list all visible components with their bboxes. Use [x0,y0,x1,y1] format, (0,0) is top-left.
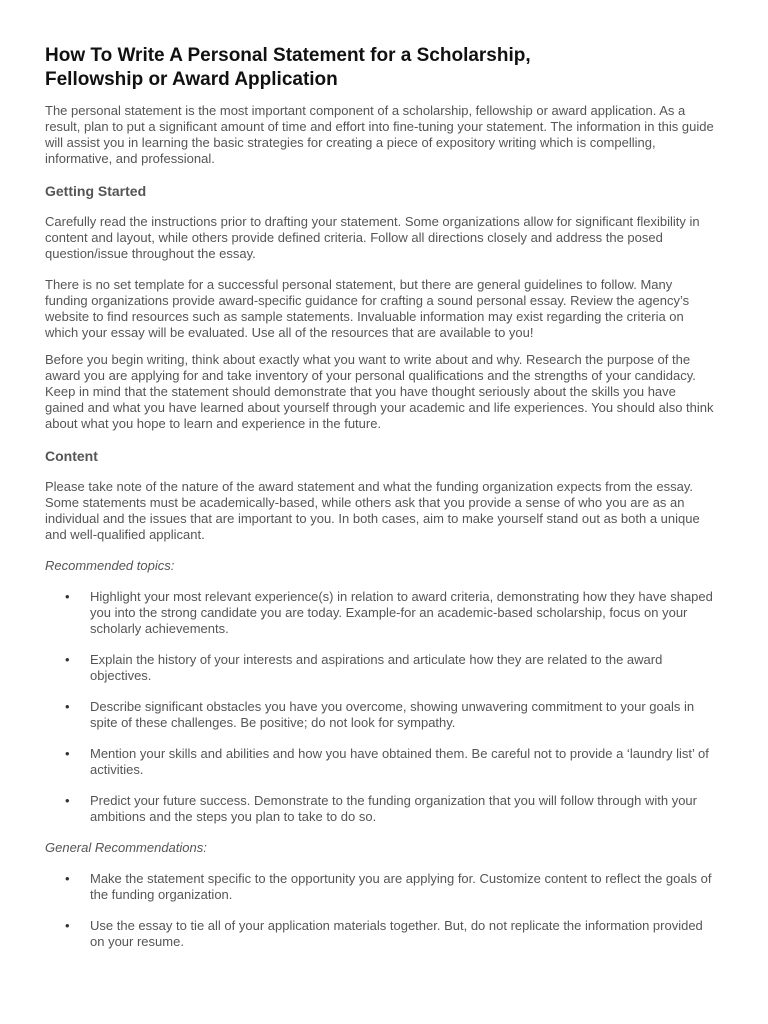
content-heading: Content [45,448,98,464]
title-line-2: Fellowship or Award Application [45,69,338,90]
bullet-icon: • [65,871,70,886]
bullet-icon: • [65,652,70,667]
list-item-text: Mention your skills and abilities and how you have obtained them. Be careful not to provide a ‘laundry list’ of activities. [90,746,709,777]
list-item-text: Describe significant obstacles you have you overcome, showing unwavering commitment to your goals in spite of these challenges. Be positive; do not look for sympathy. [90,699,695,730]
getting-started-paragraph-2: There is no set template for a successful personal statement, but there are general guidelines to follow. Many funding organizations provide award-specific guidance for crafting a sound personal essay. Review the agency’s website to find resources such as sample statements. Invaluable information may exist regarding the criteria on which your essay will be evaluated. Use all of the resources that are available to you! [45,277,690,340]
list-item-text: Use the essay to tie all of your application materials together. But, do not replicate the information provided on your resume. [90,918,703,949]
general-recommendations-list [45,871,718,950]
list-item [45,589,718,637]
bullet-icon: • [65,793,70,808]
list-item [45,699,718,731]
page-title [45,44,718,92]
bullet-icon: • [65,699,70,714]
general-recommendations-label: General Recommendations: [45,840,207,855]
bullet-icon: • [65,589,70,604]
intro-paragraph: The personal statement is the most important component of a scholarship, fellowship or award application. As a result, plan to put a significant amount of time and effort into fine-tuning your statement. The information in this guide will assist you in learning the basic strategies for creating a piece of expository writing which is compelling, informative, and professional. [45,103,714,166]
bullet-icon: • [65,746,70,761]
list-item-text: Highlight your most relevant experience(s) in relation to award criteria, demonstrating how they have shaped you into the strong candidate you are today. Example-for an academic-based scholarship, focus on your scholarly achievements. [90,589,713,636]
getting-started-paragraph-1: Carefully read the instructions prior to drafting your statement. Some organizations allow for significant flexibility in content and layout, while others provide defined criteria. Follow all directions closely and address the posed question/issue throughout the essay. [45,214,700,261]
list-item [45,871,718,903]
recommended-topics-list [45,589,718,825]
content-paragraph: Please take note of the nature of the award statement and what the funding organization expects from the essay. Some statements must be academically-based, while others ask that you provide a sense of who you are as an individual and the issues that are important to you. In both cases, aim to make yourself stand out as both a unique and well-qualified applicant. [45,479,700,542]
list-item [45,793,718,825]
getting-started-paragraph-3: Before you begin writing, think about exactly what you want to write about and why. Research the purpose of the award you are applying for and take inventory of your personal qualifications and the strengths of your candidacy. Keep in mind that the statement should demonstrate that you have thought seriously about the skills you have gained and what you have learned about yourself through your academic and life experiences. You should also think about what you hope to learn and experience in the future. [45,352,714,431]
list-item [45,918,718,950]
list-item [45,746,718,778]
list-item-text: Make the statement specific to the opportunity you are applying for. Customize content to reflect the goals of the funding organization. [90,871,712,902]
title-line-1: How To Write A Personal Statement for a Scholarship, [45,45,531,66]
list-item-text: Predict your future success. Demonstrate to the funding organization that you will follow through with your ambitions and the steps you plan to take to do so. [90,793,697,824]
list-item-text: Explain the history of your interests and aspirations and articulate how they are related to the award objectives. [90,652,663,683]
list-item [45,652,718,684]
recommended-topics-label: Recommended topics: [45,558,175,573]
bullet-icon: • [65,918,70,933]
getting-started-heading: Getting Started [45,183,147,199]
